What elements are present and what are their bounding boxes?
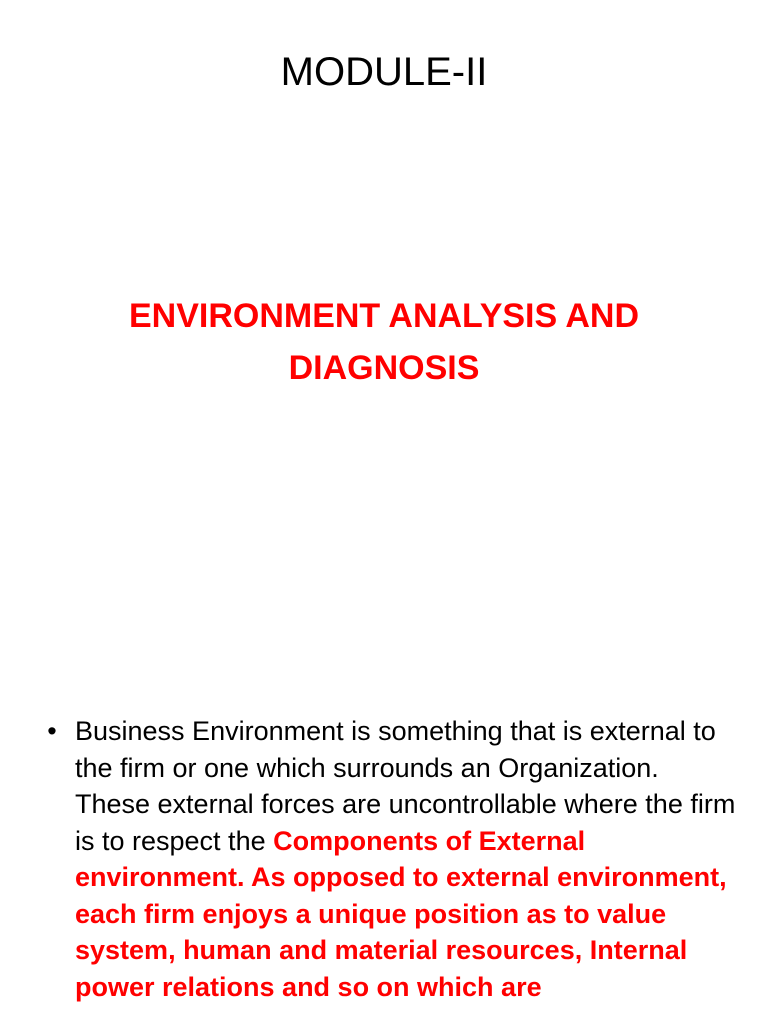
bullet-list xyxy=(40,713,740,1005)
bullet-highlight-text: Components of External environment. As opposed to external environment, each firm enjoys a unique position as to value system, human and material resources, Internal power relations and so on which are xyxy=(75,825,727,1002)
bullet-item xyxy=(40,713,740,1005)
bullet-dot-icon: • xyxy=(47,716,57,746)
module-title: MODULE-II xyxy=(280,50,488,94)
section-title: ENVIRONMENT ANALYSIS AND DIAGNOSIS xyxy=(128,297,640,387)
bullet-normal-text: Business Environment is something that is external to the firm or one which surrounds an Organization. These external forces are uncontrollable where the firm is to respect the xyxy=(75,716,736,856)
